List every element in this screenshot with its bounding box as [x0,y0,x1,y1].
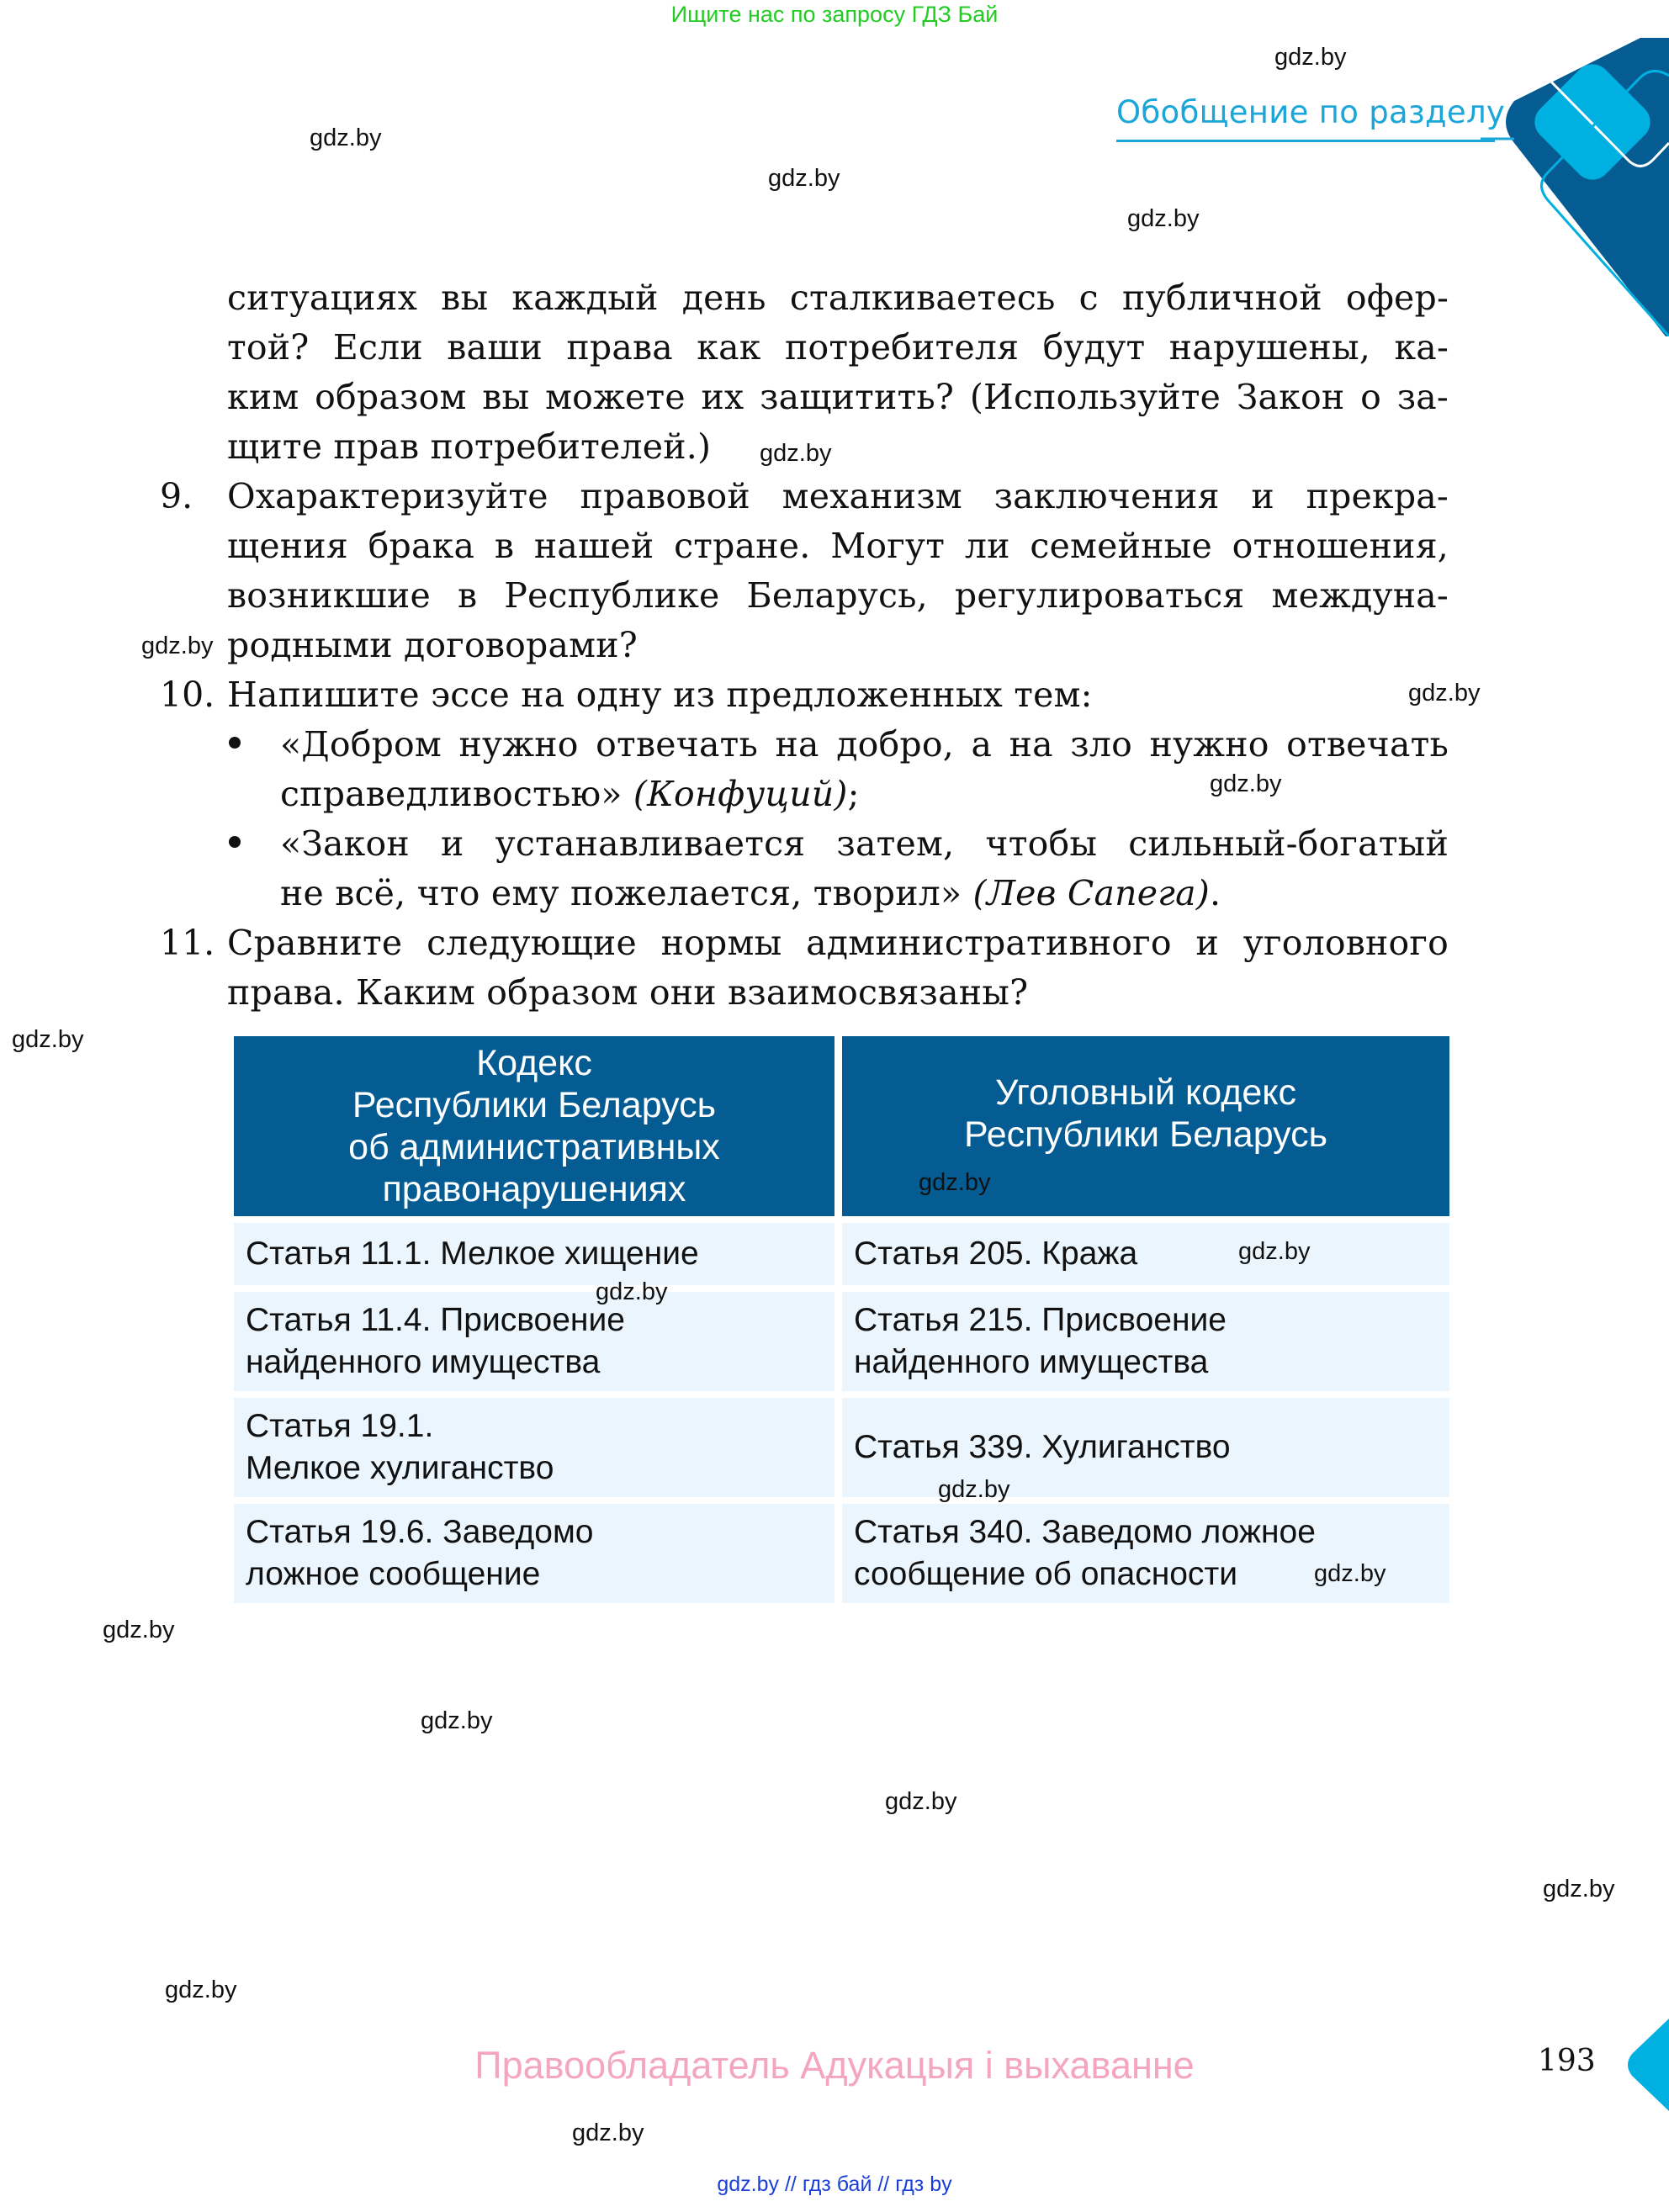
watermark: gdz.by [141,632,214,659]
question-11-line: права. Каким образом они взаимосвязаны? [227,972,1029,1013]
question-8-line: ситуациях вы каждый день сталкиваетесь с публичной офер- [227,278,1449,318]
section-title-underline [1116,140,1495,142]
question-number: 10. [160,675,215,715]
corner-decoration-icon [1481,25,1669,336]
quote-author: (Лев Сапега) [972,873,1210,913]
question-9-line: возникшие в Республике Беларусь, регулироваться междуна- [227,575,1449,616]
quote-text: не всё, что ему пожелается, творил» [280,873,973,913]
watermark: gdz.by [1127,205,1200,232]
question-number: 11. [160,923,215,963]
footer-links[interactable]: gdz.by // гдз бай // гдз by [717,2172,952,2196]
table-cell: Статья 19.1. Мелкое хулиганство [234,1398,834,1497]
watermark: gdz.by [1543,1876,1615,1902]
watermark: gdz.by [596,1278,668,1305]
watermark: gdz.by [1274,44,1347,71]
table-cell: Статья 11.4. Присвоение найденного имущества [234,1292,834,1391]
quote-text: справедливостью» [280,774,633,814]
section-title: Обобщение по разделу [1116,94,1506,130]
question-9-line: родными договорами? [227,625,638,665]
copyright-owner: Правообладатель Адукацыя і выхаванне [474,2044,1195,2087]
search-hint-banner: Ищите нас по запросу ГДЗ Бай [670,2,999,27]
page-tab-decoration-icon [1624,2019,1669,2111]
page-number: 193 [1538,2044,1596,2078]
essay-topic-line [280,770,1449,819]
bullet-icon [229,737,241,749]
watermark: gdz.by [885,1788,957,1815]
question-8-line: той? Если ваши права как потребителя будут нарушены, ка- [227,327,1449,368]
question-9-line: Охарактеризуйте правовой механизм заключения и прекра- [227,476,1449,516]
essay-topic-line [280,869,1449,918]
watermark: gdz.by [165,1977,237,2003]
question-8-line: ким образом вы можете их защитить? (Используйте Закон о за- [227,377,1449,417]
punctuation: ; [847,774,860,814]
table-cell: Статья 11.1. Мелкое хищение [234,1223,834,1285]
watermark: gdz.by [919,1169,991,1196]
question-11-line: Сравните следующие нормы административного и уголовного [227,923,1449,963]
table-cell: Статья 340. Заведомо ложное сообщение об опасности [842,1504,1449,1603]
quote-author: (Конфуций) [633,774,848,814]
watermark: gdz.by [1408,680,1481,706]
table-cell: Статья 339. Хулиганство [842,1398,1449,1497]
watermark: gdz.by [1314,1560,1386,1587]
essay-topic-line: «Закон и устанавливается затем, чтобы сильный-богатый [280,823,1449,864]
watermark: gdz.by [103,1617,175,1643]
watermark: gdz.by [12,1026,84,1053]
question-8-line: щите прав потребителей.) [227,426,712,467]
watermark: gdz.by [1210,770,1282,797]
watermark: gdz.by [768,165,840,192]
table-cell: Статья 215. Присвоение найденного имущества [842,1292,1449,1391]
table-header-admin-code: Кодекс Республики Беларусь об административных правонарушениях [234,1036,834,1216]
table-cell: Статья 19.6. Заведомо ложное сообщение [234,1504,834,1603]
watermark: gdz.by [421,1707,493,1734]
table-cell: Статья 205. Кража [842,1223,1449,1285]
table-header-criminal-code: Уголовный кодекс Республики Беларусь [842,1036,1449,1216]
question-10-intro: Напишите эссе на одну из предложенных тем: [227,675,1093,715]
bullet-icon [229,836,241,848]
essay-topic-line: «Добром нужно отвечать на добро, а на зло нужно отвечать [280,724,1449,765]
watermark: gdz.by [1238,1238,1311,1265]
question-9-line: щения брака в нашей стране. Могут ли семейные отношения, [227,526,1449,566]
watermark: gdz.by [760,440,832,467]
watermark: gdz.by [572,2119,644,2146]
question-number: 9. [160,476,193,516]
watermark: gdz.by [310,124,382,151]
punctuation: . [1209,873,1221,913]
watermark: gdz.by [938,1476,1010,1503]
